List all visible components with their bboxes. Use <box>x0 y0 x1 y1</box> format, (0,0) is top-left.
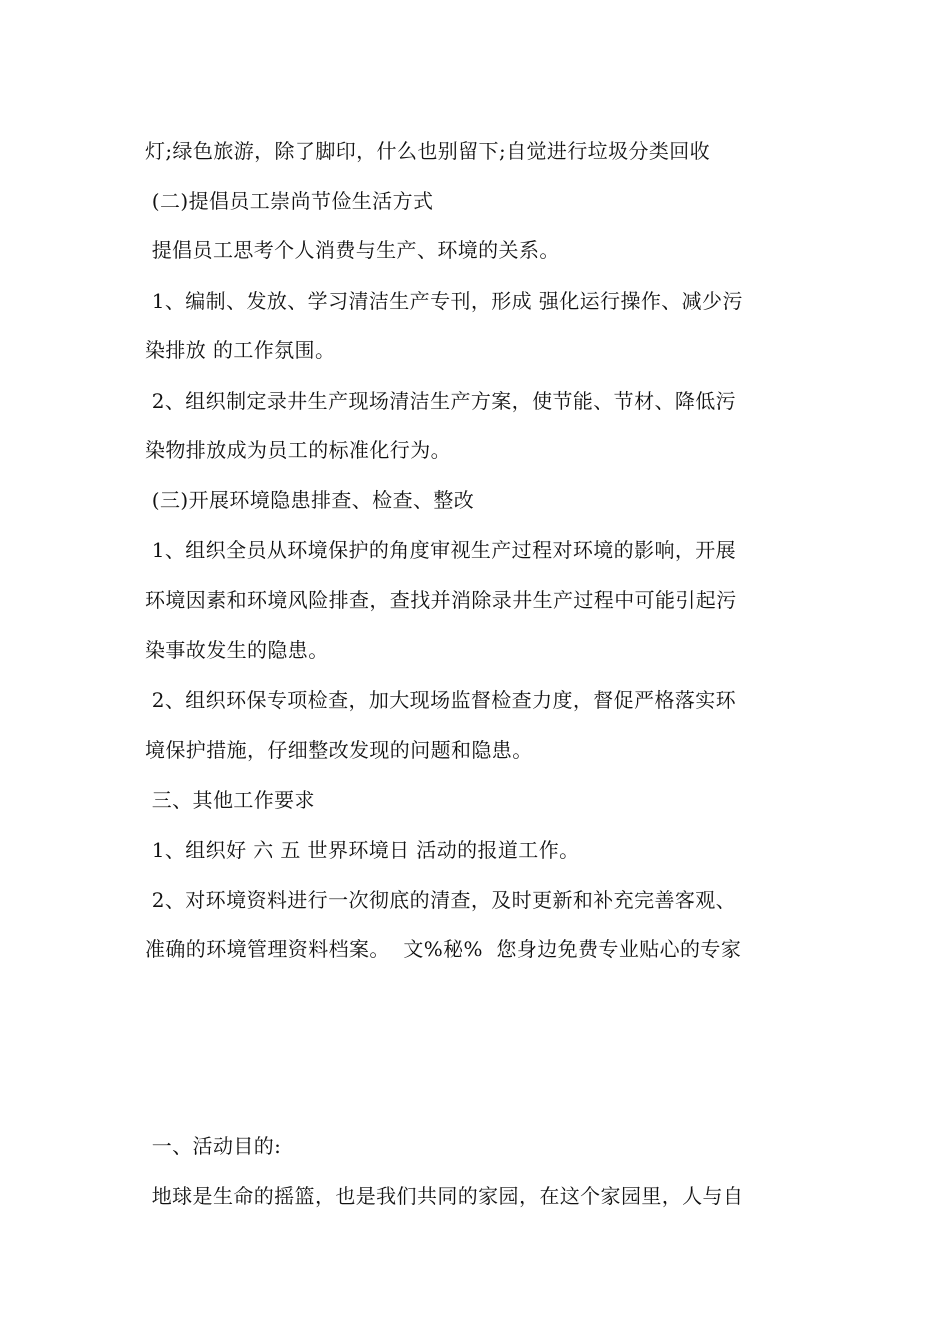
text-line: 1、组织好 六 五 世界环境日 活动的报道工作。 <box>145 838 580 862</box>
text-line: 2、对环境资料进行一次彻底的清查，及时更新和补充完善客观、 <box>145 888 737 912</box>
text-line: 染事故发生的隐患。 <box>145 638 329 662</box>
text-line: 1、组织全员从环境保护的角度审视生产过程对环境的影响，开展 <box>145 538 737 562</box>
text-line: (三)开展环境隐患排查、检查、整改 <box>145 488 475 512</box>
text-line: 境保护措施，仔细整改发现的问题和隐患。 <box>145 738 533 762</box>
text-line: 准确的环境管理资料档案。 文%秘% 您身边免费专业贴心的专家 <box>145 937 742 961</box>
text-line: 环境因素和环境风险排查，查找并消除录井生产过程中可能引起污 <box>145 588 737 612</box>
text-line: (二)提倡员工崇尚节俭生活方式 <box>145 189 434 213</box>
text-line: 染物排放成为员工的标准化行为。 <box>145 438 451 462</box>
text-line: 2、组织制定录井生产现场清洁生产方案，使节能、节材、降低污 <box>145 389 737 413</box>
text-line: 三、其他工作要求 <box>145 788 315 812</box>
text-line: 提倡员工思考个人消费与生产、环境的关系。 <box>145 238 560 262</box>
text-line: 2、组织环保专项检查，加大现场监督检查力度，督促严格落实环 <box>145 688 737 712</box>
text-line: 1、编制、发放、学习清洁生产专刊，形成 强化运行操作、减少污 <box>145 289 743 313</box>
text-line: 一、活动目的: <box>145 1134 282 1158</box>
text-line: 灯;绿色旅游，除了脚印，什么也别留下;自觉进行垃圾分类回收 <box>145 139 711 163</box>
text-line: 染排放 的工作氛围。 <box>145 338 336 362</box>
text-line: 地球是生命的摇篮，也是我们共同的家园，在这个家园里，人与自 <box>145 1184 744 1208</box>
